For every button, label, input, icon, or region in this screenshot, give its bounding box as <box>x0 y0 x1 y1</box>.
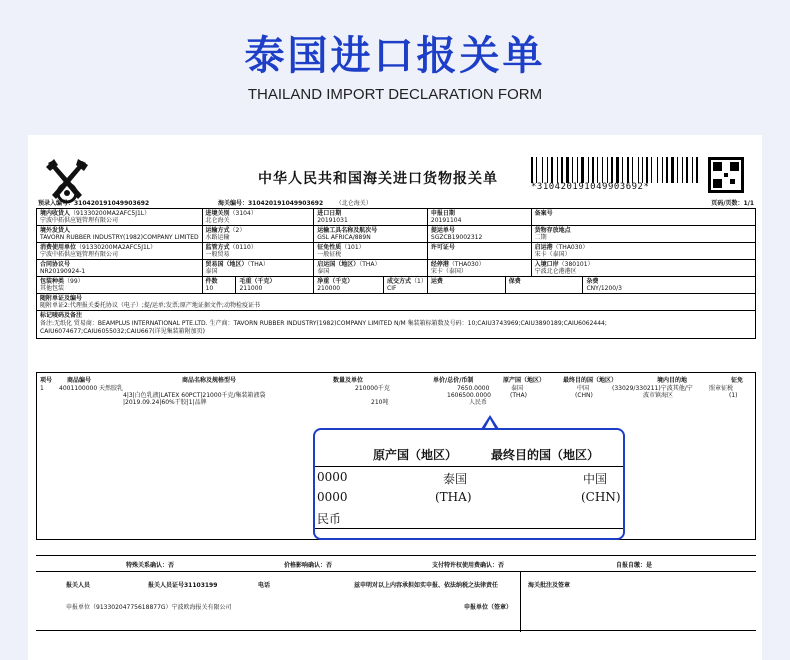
goods-spec-1: 4|3|白色乳液|LATEX 60PCT|21000千克/集装箱液袋 <box>123 392 266 399</box>
barcode-bar <box>607 157 608 183</box>
declarant-label: 报关人员 <box>66 582 91 589</box>
barcode-bar <box>538 157 541 183</box>
barcode-bar <box>581 157 584 183</box>
barcode-bar <box>557 157 558 183</box>
footer-divider <box>520 572 521 632</box>
phone-label: 电话 <box>258 582 271 589</box>
form-cell-value: 210000 <box>317 285 341 292</box>
form-cell-label: 入境口岸 <box>534 261 559 268</box>
barcode-bar <box>686 157 688 183</box>
barcode-bar <box>579 157 580 183</box>
barcode-bar <box>624 157 626 183</box>
form-cell-label: 毛重（千克） <box>239 278 276 285</box>
form-cell-label: 许可证号 <box>430 244 455 251</box>
goods-header-price: 单价/总价/币制 <box>433 377 474 384</box>
barcode-bar <box>614 157 615 183</box>
form-cell-code: （91330200MA2AFC5J1L） <box>76 244 157 251</box>
goods-name: 天然胶乳 <box>99 385 124 392</box>
barcode-bar <box>696 157 698 183</box>
form-cell-code: （91330200MA2AFC5J1L） <box>70 210 151 217</box>
goods-domestic-1: (33029/330211)宁波其他/宁 <box>612 385 693 392</box>
form-cell-value: 一般贸易 <box>205 251 230 258</box>
barcode-bar <box>551 157 553 183</box>
form-cell-label: 贸易国（地区） <box>205 261 248 268</box>
form-cell <box>203 277 237 293</box>
barcode-bar <box>585 157 587 183</box>
form-cell-label: 件数 <box>205 278 218 285</box>
barcode-bar <box>604 157 606 183</box>
form-cell-value: 20191031 <box>317 217 348 224</box>
goods-dest-1: 中国 <box>577 385 590 392</box>
goods-header-dest: 最终目的国（地区） <box>563 377 618 384</box>
barcode-bar <box>595 157 596 183</box>
barcode-bar <box>542 157 543 183</box>
barcode-bar <box>570 157 571 183</box>
form-cell-value: CNY/1200/3 <box>586 285 622 292</box>
form-cell-label: 启运国（地区） <box>317 261 360 268</box>
qr-code-icon <box>708 157 744 193</box>
zoom-rule-right <box>624 430 625 540</box>
barcode-bar <box>616 157 619 183</box>
form-cell-label: 经停港 <box>430 261 449 268</box>
zoom-header-origin: 原产国（地区） <box>373 448 458 462</box>
form-cell-label: 境外发货人 <box>40 227 71 234</box>
form-cell-label: 货物存放地点 <box>534 227 571 234</box>
form-cell <box>37 260 203 276</box>
barcode-bar <box>627 157 629 183</box>
goods-header-exempt: 征免 <box>731 377 744 384</box>
form-cell <box>37 226 203 242</box>
barcode-bar <box>577 157 578 183</box>
barcode-bar <box>630 157 631 183</box>
form-cell-value: TAVORN RUBBER INDUSTRY(1982)COMPANY LIMITED <box>40 234 199 241</box>
goods-item: 1 <box>40 385 44 392</box>
form-cell-value: 宁波中拓供应链管理有限公司 <box>40 217 119 224</box>
barcode-bar <box>561 157 563 183</box>
barcode-bar <box>536 157 537 183</box>
declaring-seal: 申报单位（签章） <box>464 604 513 611</box>
barcode-bar <box>653 157 656 183</box>
form-row <box>37 209 755 226</box>
self-report: 自报自缴：是 <box>616 562 653 569</box>
barcode-bar <box>666 157 668 183</box>
goods-domestic-2: 波市镇海区 <box>643 392 674 399</box>
header-rows <box>37 209 755 294</box>
goods-dest-2: (CHN) <box>575 392 593 399</box>
form-row <box>37 260 755 277</box>
goods-currency: 人民币 <box>469 399 488 406</box>
goods-header-code: 商品编号 <box>67 377 92 384</box>
form-cell-code: （1） <box>411 278 427 285</box>
goods-spec-2: |2019.09.24|60%干胶|1|品牌 <box>123 399 207 406</box>
barcode-bar <box>597 157 598 183</box>
form-cell-value: SGZCB19002312 <box>430 234 483 241</box>
form-cell-value: CIF <box>387 285 397 292</box>
barcode-bar <box>622 157 623 183</box>
form-cell-label: 运输方式 <box>205 227 230 234</box>
barcode-bar <box>694 157 695 183</box>
zoom-callout <box>313 428 625 540</box>
goods-header-origin: 原产国（地区） <box>503 377 546 384</box>
form-cell <box>506 277 584 293</box>
form-cell-value: 10 <box>205 285 214 292</box>
form-row <box>37 277 755 294</box>
form-cell-label: 保费 <box>508 278 521 285</box>
form-cell-value: NR20190924-1 <box>40 268 86 275</box>
barcode-bar <box>554 157 557 183</box>
statement: 兹申明对以上内容承担如实申报、依法纳税之法律责任 <box>354 582 499 589</box>
barcode-bar <box>599 157 602 183</box>
form-cell-code: （THA） <box>359 261 381 268</box>
form-cell-label: 进境关别 <box>205 210 230 217</box>
barcode-bar <box>644 157 645 183</box>
form-cell-value: 泰国 <box>317 268 330 275</box>
declaration-table <box>36 208 756 339</box>
form-cell <box>532 209 755 225</box>
form-cell <box>314 209 428 225</box>
declaring-unit: 申报单位（91330204775618877G）宁波欧海报关有限公司 <box>66 604 232 611</box>
zoom-price-a: 0000 <box>317 470 348 484</box>
form-cell-value: 二期 <box>534 234 547 241</box>
barcode-bar <box>592 157 594 183</box>
form-cell-label: 成交方式 <box>387 278 412 285</box>
barcode-bar <box>675 157 676 183</box>
form-cell-label: 监管方式 <box>205 244 230 251</box>
marks-row <box>37 311 755 338</box>
form-cell <box>37 209 203 225</box>
form-cell <box>37 243 203 259</box>
page-subtitle: THAILAND IMPORT DECLARATION FORM <box>247 86 543 103</box>
form-cell-code: （99） <box>64 278 84 285</box>
goods-qty-1: 210000千克 <box>355 385 390 392</box>
form-row <box>37 226 755 243</box>
form-cell-value: 一般征税 <box>317 251 342 258</box>
form-cell <box>314 243 428 259</box>
zoom-dest-2: (CHN) <box>581 490 621 504</box>
barcode-bar <box>682 157 683 183</box>
form-cell <box>384 277 428 293</box>
barcode-bar <box>671 157 674 183</box>
barcode-bar <box>544 157 546 183</box>
pre-entry-number: 预录入编号：310420191049903692 <box>38 200 150 207</box>
barcode-bar <box>564 157 565 183</box>
form-cell-label: 征免性质 <box>317 244 342 251</box>
barcode-bar <box>572 157 573 183</box>
form-cell <box>532 260 755 276</box>
goods-total-price: 1606500.0000 <box>447 392 491 399</box>
goods-exempt-2: (1) <box>729 392 738 399</box>
goods-origin-2: (THA) <box>510 392 527 399</box>
form-cell-code: （380101） <box>558 261 594 268</box>
attached-docs-row <box>37 294 755 311</box>
goods-header-name: 商品名称及规格型号 <box>182 377 237 384</box>
zoom-header-dest: 最终目的国（地区） <box>491 448 600 462</box>
form-cell-value: 水路运输 <box>205 234 230 241</box>
form-row <box>37 243 755 260</box>
form-cell-code: （THA） <box>247 261 269 268</box>
barcode-bar <box>642 157 644 183</box>
barcode-bar <box>549 157 550 183</box>
form-cell <box>236 277 314 293</box>
barcode-bar <box>649 157 650 183</box>
barcode-bar <box>574 157 576 183</box>
form-cell <box>532 243 755 259</box>
customs-office: （北仑海关） <box>335 200 372 207</box>
barcode-bar <box>632 157 633 183</box>
goods-unit-price: 7650.0000 <box>457 385 490 392</box>
special-relation: 特殊关系确认：否 <box>126 562 175 569</box>
form-cell-value: 宋卡（泰国） <box>534 251 571 258</box>
form-cell <box>428 260 532 276</box>
zoom-origin-2: (THA) <box>435 490 472 504</box>
barcode-bar <box>664 157 665 183</box>
declarant-number: 报关人员证号31103199 <box>148 582 218 589</box>
declaration-form <box>28 135 762 660</box>
form-cell-code: （0110） <box>229 244 257 251</box>
customs-remarks: 海关批注及签章 <box>528 582 571 589</box>
barcode-bar <box>679 157 681 183</box>
form-cell <box>314 277 384 293</box>
confirmation-row <box>36 555 756 571</box>
barcode-bar <box>651 157 652 183</box>
form-cell-code: （101） <box>341 244 365 251</box>
form-cell-label: 进口日期 <box>317 210 342 217</box>
attached-docs-value: 随附单证2:代理报关委托协议（电子）;提/运单;发票;原产地证据文件;动物检疫证书 <box>40 302 260 309</box>
barcode-bar <box>640 157 641 183</box>
form-cell-value: 宋卡（泰国） <box>430 268 467 275</box>
barcode-bar <box>646 157 648 183</box>
form-cell <box>532 226 755 242</box>
barcode <box>531 157 699 183</box>
form-cell-value: 20191104 <box>430 217 462 224</box>
form-cell <box>314 226 428 242</box>
barcode-bar <box>588 157 589 183</box>
goods-header-domestic: 境内目的地 <box>657 377 688 384</box>
form-cell-label: 杂费 <box>586 278 599 285</box>
form-cell-code: （3104） <box>229 210 257 217</box>
barcode-bar <box>620 157 621 183</box>
barcode-bar <box>602 157 603 183</box>
form-cell <box>203 243 315 259</box>
barcode-bar <box>677 157 678 183</box>
barcode-bar <box>689 157 692 183</box>
goods-header-item: 项号 <box>40 377 53 384</box>
form-cell <box>583 277 755 293</box>
form-cell-value: 宁波中拓供应链管理有限公司 <box>40 251 119 258</box>
barcode-bar <box>657 157 658 183</box>
zoom-dest-1: 中国 <box>583 472 608 486</box>
goods-qty-2: 210吨 <box>371 399 389 406</box>
marks-line-1: 备注:无纸化 贸易商：BEAMPLUS INTERNATIONAL PTE.LTD. 生产商：TAVORN RUBBER INDUSTRY(1982)COMPANY LIMITED N/M 集装箱标箱数及号码：10;CAIU3743969;CAIU3890189;CAIU6062444; <box>40 320 607 327</box>
barcode-bar <box>634 157 637 183</box>
barcode-bar <box>662 157 663 183</box>
form-cell-label: 备案号 <box>534 210 553 217</box>
zoom-price-b: 0000 <box>317 490 348 504</box>
barcode-bar <box>659 157 661 183</box>
form-cell-label: 运费 <box>430 278 443 285</box>
form-cell <box>203 260 315 276</box>
document-title: 中华人民共和国海关进口货物报关单 <box>258 171 498 187</box>
form-cell <box>37 277 203 293</box>
form-cell <box>314 260 428 276</box>
form-cell <box>428 277 506 293</box>
form-cell-code: （THA030） <box>552 244 589 251</box>
barcode-bar <box>559 157 560 183</box>
marks-label: 标记唛码及备注 <box>40 312 83 319</box>
barcode-bar <box>547 157 548 183</box>
form-cell-label: 境内收货人 <box>40 210 71 217</box>
form-cell <box>203 226 315 242</box>
goods-origin-1: 泰国 <box>511 385 524 392</box>
marks-line-2: CAIU6074677;CAIU6055032;CAIU667(详见集装箱附加页) <box>40 328 205 335</box>
goods-exempt-1: 照章征税 <box>709 385 734 392</box>
goods-code: 4001100000 <box>59 385 98 392</box>
signature-row <box>36 571 756 631</box>
form-cell-value: 北仑海关 <box>205 217 230 224</box>
barcode-bar <box>534 157 535 183</box>
form-cell <box>428 243 532 259</box>
barcode-bar <box>684 157 685 183</box>
barcode-bar <box>692 157 693 183</box>
zoom-rule-bottom <box>315 528 625 529</box>
form-cell-value: 其他包装 <box>40 285 65 292</box>
form-cell-value: GSL AFRICA/889N <box>317 234 371 241</box>
barcode-bar <box>566 157 569 183</box>
form-cell <box>428 209 532 225</box>
form-cell-code: （THA030） <box>448 261 485 268</box>
barcode-bar <box>669 157 670 183</box>
barcode-text: *310420191049903692* <box>531 182 650 192</box>
form-cell-value: 宁波北仑港港区 <box>534 268 577 275</box>
form-cell-value: 211000 <box>239 285 263 292</box>
goods-header-qty: 数量及单位 <box>333 377 364 384</box>
form-cell <box>428 226 532 242</box>
form-cell-label: 提运单号 <box>430 227 455 234</box>
zoom-price-c: 民币 <box>317 512 342 526</box>
form-cell-label: 合同协议号 <box>40 261 71 268</box>
price-influence: 价格影响确认：否 <box>284 562 333 569</box>
form-cell <box>203 209 315 225</box>
form-cell-label: 申报日期 <box>430 210 455 217</box>
barcode-bar <box>590 157 591 183</box>
form-cell-value: 泰国 <box>205 268 218 275</box>
royalty-confirm: 支付特许权使用费确认：否 <box>432 562 505 569</box>
form-cell-label: 消费使用单位 <box>40 244 77 251</box>
page-number: 页码/页数：1/1 <box>711 200 754 207</box>
customs-number <box>218 198 372 207</box>
form-cell-label: 运输工具名称及航次号 <box>317 227 378 234</box>
form-cell-code: （2） <box>229 227 246 234</box>
form-cell-label: 包装种类 <box>40 278 65 285</box>
attached-docs-label: 随附单证及编号 <box>40 295 83 302</box>
page-title: 泰国进口报关单 <box>244 33 546 79</box>
barcode-bar <box>638 157 639 183</box>
barcode-bar <box>611 157 613 183</box>
barcode-bar <box>609 157 610 183</box>
form-cell-label: 启运港 <box>534 244 553 251</box>
form-cell-label: 净重（千克） <box>317 278 354 285</box>
barcode-bar <box>531 157 533 183</box>
zoom-origin-1: 泰国 <box>443 472 468 486</box>
zoom-rule-top <box>315 466 625 467</box>
customs-number-value: 海关编号：310420191049903692 <box>218 200 324 207</box>
